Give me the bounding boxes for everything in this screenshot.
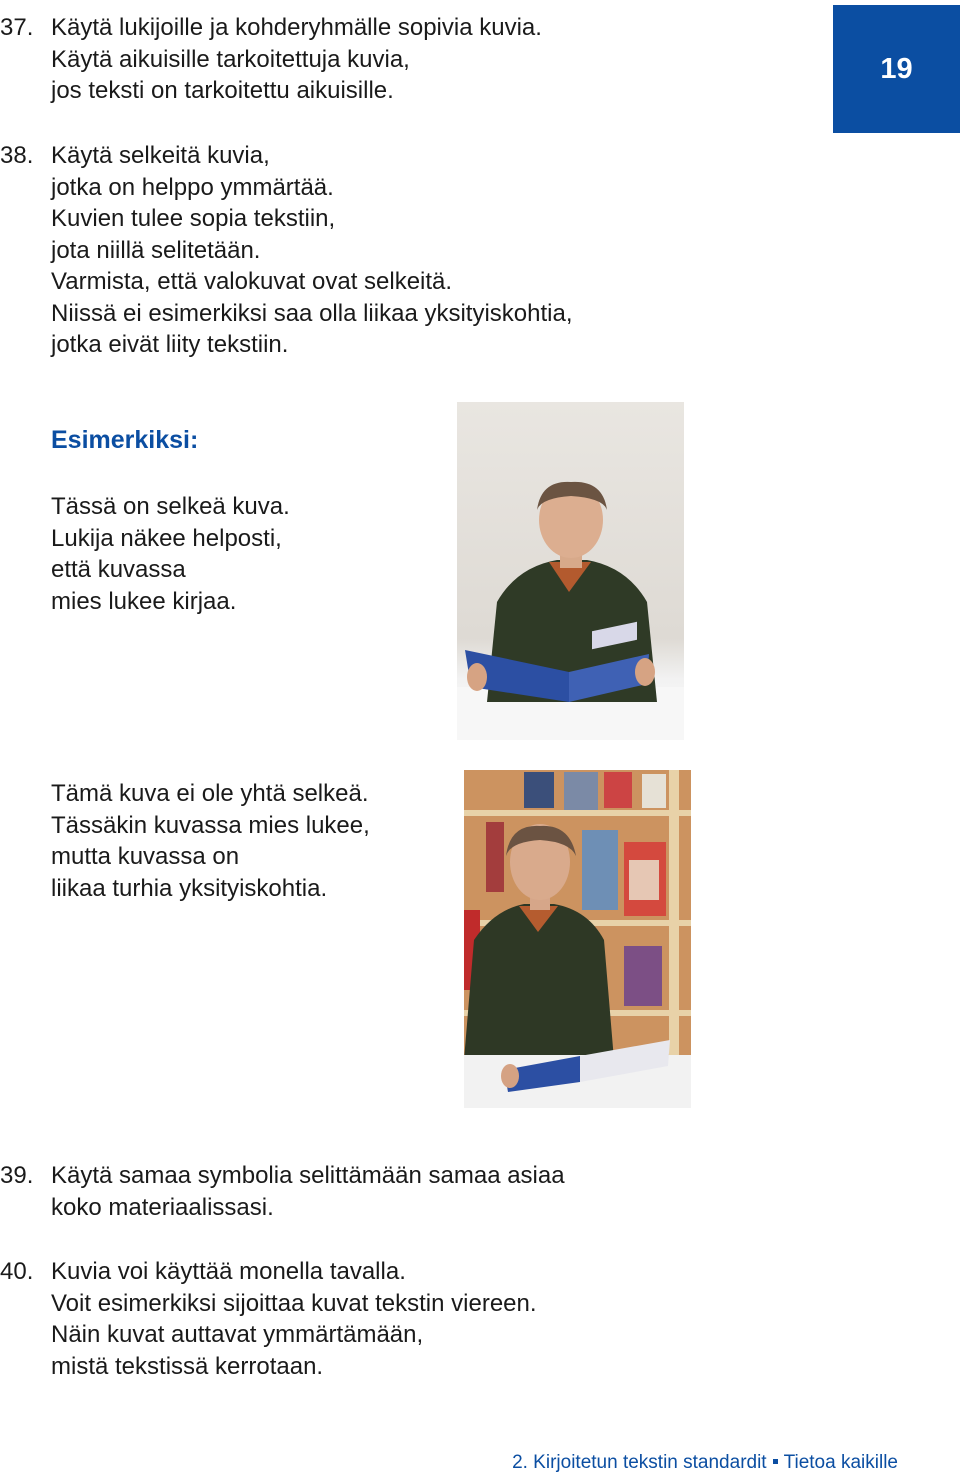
list-item-37 (0, 12, 542, 107)
item-line: Käytä samaa symbolia selittämään samaa asiaa (51, 1162, 565, 1189)
item-line: jos teksti on tarkoitettu aikuisille. (51, 77, 394, 104)
page-footer (512, 1452, 898, 1474)
item-line: Varmista, että valokuvat ovat selkeitä. (51, 268, 453, 295)
photo-illustration (464, 770, 691, 1108)
photo-man-reading-clear (457, 402, 684, 740)
item-line: Näin kuvat auttavat ymmärtämään, (51, 1321, 424, 1348)
item-number: 37. (0, 14, 34, 41)
footer-separator-icon (773, 1459, 778, 1464)
page-number: 19 (880, 52, 913, 85)
example-line: mutta kuvassa on (51, 843, 240, 870)
item-number: 38. (0, 142, 34, 169)
list-item-40 (0, 1256, 537, 1382)
footer-publication: Tietoa kaikille (783, 1452, 898, 1473)
item-line: Kuvien tulee sopia tekstiin, (51, 205, 336, 232)
page-number-tab (833, 5, 960, 133)
item-line: jotka on helppo ymmärtää. (51, 173, 334, 201)
example-line: Tämä kuva ei ole yhtä selkeä. (51, 780, 369, 807)
example-line: että kuvassa (51, 556, 186, 583)
list-item-38 (0, 140, 573, 361)
example-text-busy (51, 778, 370, 904)
example-line: Tässä on selkeä kuva. (51, 493, 290, 520)
item-line: jotka eivät liity tekstiin. (51, 331, 289, 358)
item-number: 40. (0, 1258, 34, 1285)
item-line: Niissä ei esimerkiksi saa olla liikaa yksityiskohtia, (51, 299, 573, 327)
photo-illustration (457, 402, 684, 740)
photo-man-reading-busy (464, 770, 691, 1108)
example-line: liikaa turhia yksityiskohtia. (51, 874, 328, 902)
example-heading: Esimerkiksi: (51, 426, 199, 454)
item-line: Kuvia voi käyttää monella tavalla. (51, 1258, 406, 1285)
footer-chapter: 2. Kirjoitetun tekstin standardit (512, 1452, 767, 1473)
item-line: Käytä lukijoille ja kohderyhmälle sopivia kuvia. (51, 14, 542, 41)
item-line: Voit esimerkiksi sijoittaa kuvat tekstin viereen. (51, 1289, 537, 1317)
example-text-clear (51, 491, 290, 617)
item-line: jota niillä selitetään. (51, 236, 261, 264)
example-line: mies lukee kirjaa. (51, 587, 237, 615)
example-line: Lukija näkee helposti, (51, 524, 282, 552)
item-line: koko materiaalissasi. (51, 1193, 274, 1221)
example-line: Tässäkin kuvassa mies lukee, (51, 811, 370, 839)
item-line: Käytä selkeitä kuvia, (51, 142, 270, 169)
item-line: mistä tekstissä kerrotaan. (51, 1352, 324, 1380)
item-number: 39. (0, 1162, 34, 1189)
list-item-39 (0, 1160, 565, 1223)
item-line: Käytä aikuisille tarkoitettuja kuvia, (51, 45, 410, 73)
